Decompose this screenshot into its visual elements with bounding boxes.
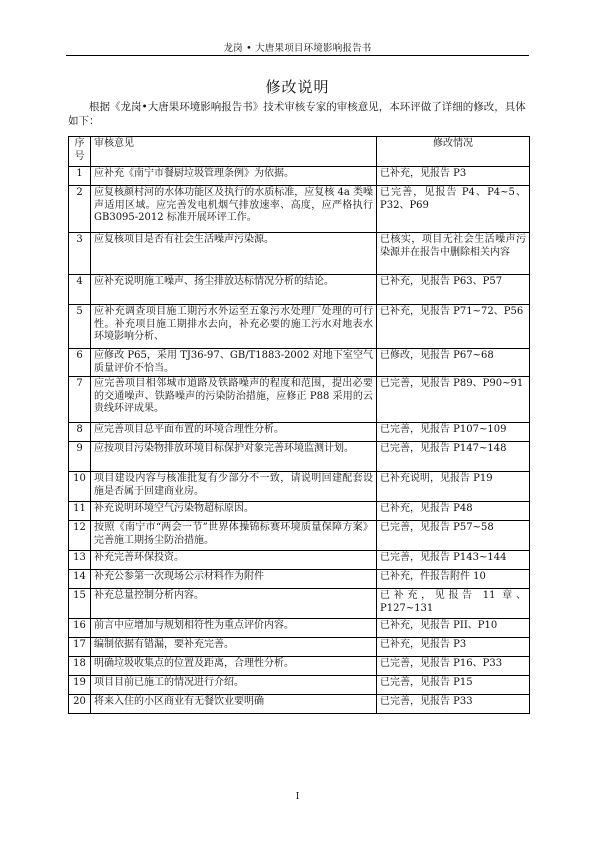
row-review-opinion: 应补充说明施工噪声、扬尘排放达标情况分析的结论。 (91, 275, 377, 305)
row-serial-number: 9 (69, 442, 91, 472)
review-table (68, 136, 530, 714)
row-serial-number: 10 (69, 472, 91, 502)
table-row (69, 570, 530, 589)
row-revision-status: 已补充说明，见报告 P19 (377, 472, 530, 502)
row-revision-status: 已补充，见报告 P48 (377, 502, 530, 521)
row-revision-status: 已完善，见报告 P89、P90~91 (377, 377, 530, 423)
table-row (69, 377, 530, 423)
row-revision-status: 已补充，件报告附件 10 (377, 570, 530, 589)
row-revision-status: 已补充，见报告 P63、P57 (377, 275, 530, 305)
row-review-opinion: 应完善项目总平面布置的环境合理性分析。 (91, 423, 377, 442)
row-review-opinion: 编制依据有错漏，要补充完善。 (91, 638, 377, 657)
row-serial-number: 2 (69, 186, 91, 233)
row-serial-number: 16 (69, 619, 91, 638)
table-row (69, 676, 530, 695)
table-row (69, 657, 530, 676)
row-review-opinion: 应复核颜村河的水体功能区及执行的水质标准，应复核 4a 类噪声适用区域。应完善发电机烟气排放速率、高度，应严格执行 GB3095-2012 标准开展环评工作。 (91, 186, 377, 233)
row-revision-status: 已完善，见报告 P16、P33 (377, 657, 530, 676)
row-serial-number: 14 (69, 570, 91, 589)
row-revision-status: 已完善，见报告 P147~148 (377, 442, 530, 472)
table-row (69, 695, 530, 714)
header-review-opinion: 审核意见 (91, 137, 377, 167)
row-revision-status: 已补充，见报告 PII、P10 (377, 619, 530, 638)
row-review-opinion: 项目目前已施工的情况进行介绍。 (91, 676, 377, 695)
row-revision-status: 已完善，见报告 P33 (377, 695, 530, 714)
row-revision-status: 已补充，见报告 P3 (377, 638, 530, 657)
row-review-opinion: 明确垃圾收集点的位置及距离，合理性分析。 (91, 657, 377, 676)
row-serial-number: 4 (69, 275, 91, 305)
table-row (69, 551, 530, 570)
row-serial-number: 13 (69, 551, 91, 570)
row-serial-number: 5 (69, 305, 91, 349)
intro-paragraph: 根据《龙岗•大唐果环境影响报告书》技术审核专家的审核意见，本环评做了详细的修改，具体如下： (68, 101, 526, 127)
row-serial-number: 3 (69, 233, 91, 275)
table-row (69, 275, 530, 305)
review-table-body (69, 167, 530, 714)
header-rule (66, 55, 529, 56)
row-review-opinion: 应修改 P65，采用 TJ36-97、GB/T1883-2002 对地下室空气质量评价不恰当。 (91, 349, 377, 377)
row-serial-number: 18 (69, 657, 91, 676)
row-review-opinion: 补充说明环境空气污染物超标原因。 (91, 502, 377, 521)
row-serial-number: 11 (69, 502, 91, 521)
row-revision-status: 已完善，见报告 P107~109 (377, 423, 530, 442)
page-number: I (295, 792, 300, 802)
row-serial-number: 7 (69, 377, 91, 423)
table-row (69, 619, 530, 638)
row-serial-number: 1 (69, 167, 91, 186)
table-row (69, 589, 530, 619)
running-header: 龙岗 • 大唐果项目环境影响报告书 (223, 43, 372, 54)
table-row (69, 442, 530, 472)
row-review-opinion: 应完善项目相邻城市道路及铁路噪声的程度和范围，提出必要的交通噪声、铁路噪声的污染防治措施，应修正 P88 采用的云贵线环评成果。 (91, 377, 377, 423)
row-review-opinion: 应补充《南宁市餐厨垃圾管理条例》为依据。 (91, 167, 377, 186)
row-revision-status: 已补充，见报告 11 章、P127~131 (377, 589, 530, 619)
row-review-opinion: 应按项目污染物排放环境目标保护对象完善环境监测计划。 (91, 442, 377, 472)
row-serial-number: 15 (69, 589, 91, 619)
row-serial-number: 17 (69, 638, 91, 657)
table-row (69, 349, 530, 377)
row-revision-status: 已完善，见报告 P15 (377, 676, 530, 695)
table-header-row (69, 137, 530, 167)
row-review-opinion: 补充完善环保投资。 (91, 551, 377, 570)
table-row (69, 638, 530, 657)
row-review-opinion: 应复核项目是否有社会生活噪声污染源。 (91, 233, 377, 275)
table-row (69, 521, 530, 551)
row-serial-number: 6 (69, 349, 91, 377)
table-row (69, 472, 530, 502)
table-row (69, 167, 530, 186)
page-title: 修改说明 (265, 78, 330, 96)
header-serial-number: 序号 (69, 137, 91, 167)
row-revision-status: 已完善，见报告 P143~144 (377, 551, 530, 570)
row-revision-status: 已修改，见报告 P67~68 (377, 349, 530, 377)
row-serial-number: 8 (69, 423, 91, 442)
row-review-opinion: 前言中应增加与规划相符性为重点评价内容。 (91, 619, 377, 638)
row-review-opinion: 项目建设内容与核准批复有少部分不一致，请说明回建配套设施是否属于回建商业房。 (91, 472, 377, 502)
row-revision-status: 已核实，项目无社会生活噪声污染源并在报告中删除相关内容 (377, 233, 530, 275)
row-review-opinion: 补充公参第一次现场公示材料作为附件 (91, 570, 377, 589)
row-review-opinion: 应补充调查项目施工期污水外运至五象污水处理厂处理的可行性。补充项目施工期排水去向，补充必要的施工污水对地表水环境影响分析、 (91, 305, 377, 349)
row-revision-status: 已完善，见报告 P4、P4~5、P32、P69 (377, 186, 530, 233)
row-review-opinion: 按照《南宁市“两会一节”世界体操锦标赛环境质量保障方案》完善施工期扬尘防治措施。 (91, 521, 377, 551)
table-row (69, 423, 530, 442)
row-revision-status: 已补充，见报告 P71~72、P56 (377, 305, 530, 349)
row-serial-number: 19 (69, 676, 91, 695)
row-revision-status: 已补充，见报告 P3 (377, 167, 530, 186)
table-row (69, 186, 530, 233)
row-serial-number: 20 (69, 695, 91, 714)
row-review-opinion: 补充总量控制分析内容。 (91, 589, 377, 619)
table-row (69, 305, 530, 349)
row-review-opinion: 将来入住的小区商业有无餐饮业要明确 (91, 695, 377, 714)
header-revision-status: 修改情况 (377, 137, 530, 167)
table-row (69, 502, 530, 521)
row-serial-number: 12 (69, 521, 91, 551)
row-revision-status: 已完善，见报告 P57~58 (377, 521, 530, 551)
table-row (69, 233, 530, 275)
